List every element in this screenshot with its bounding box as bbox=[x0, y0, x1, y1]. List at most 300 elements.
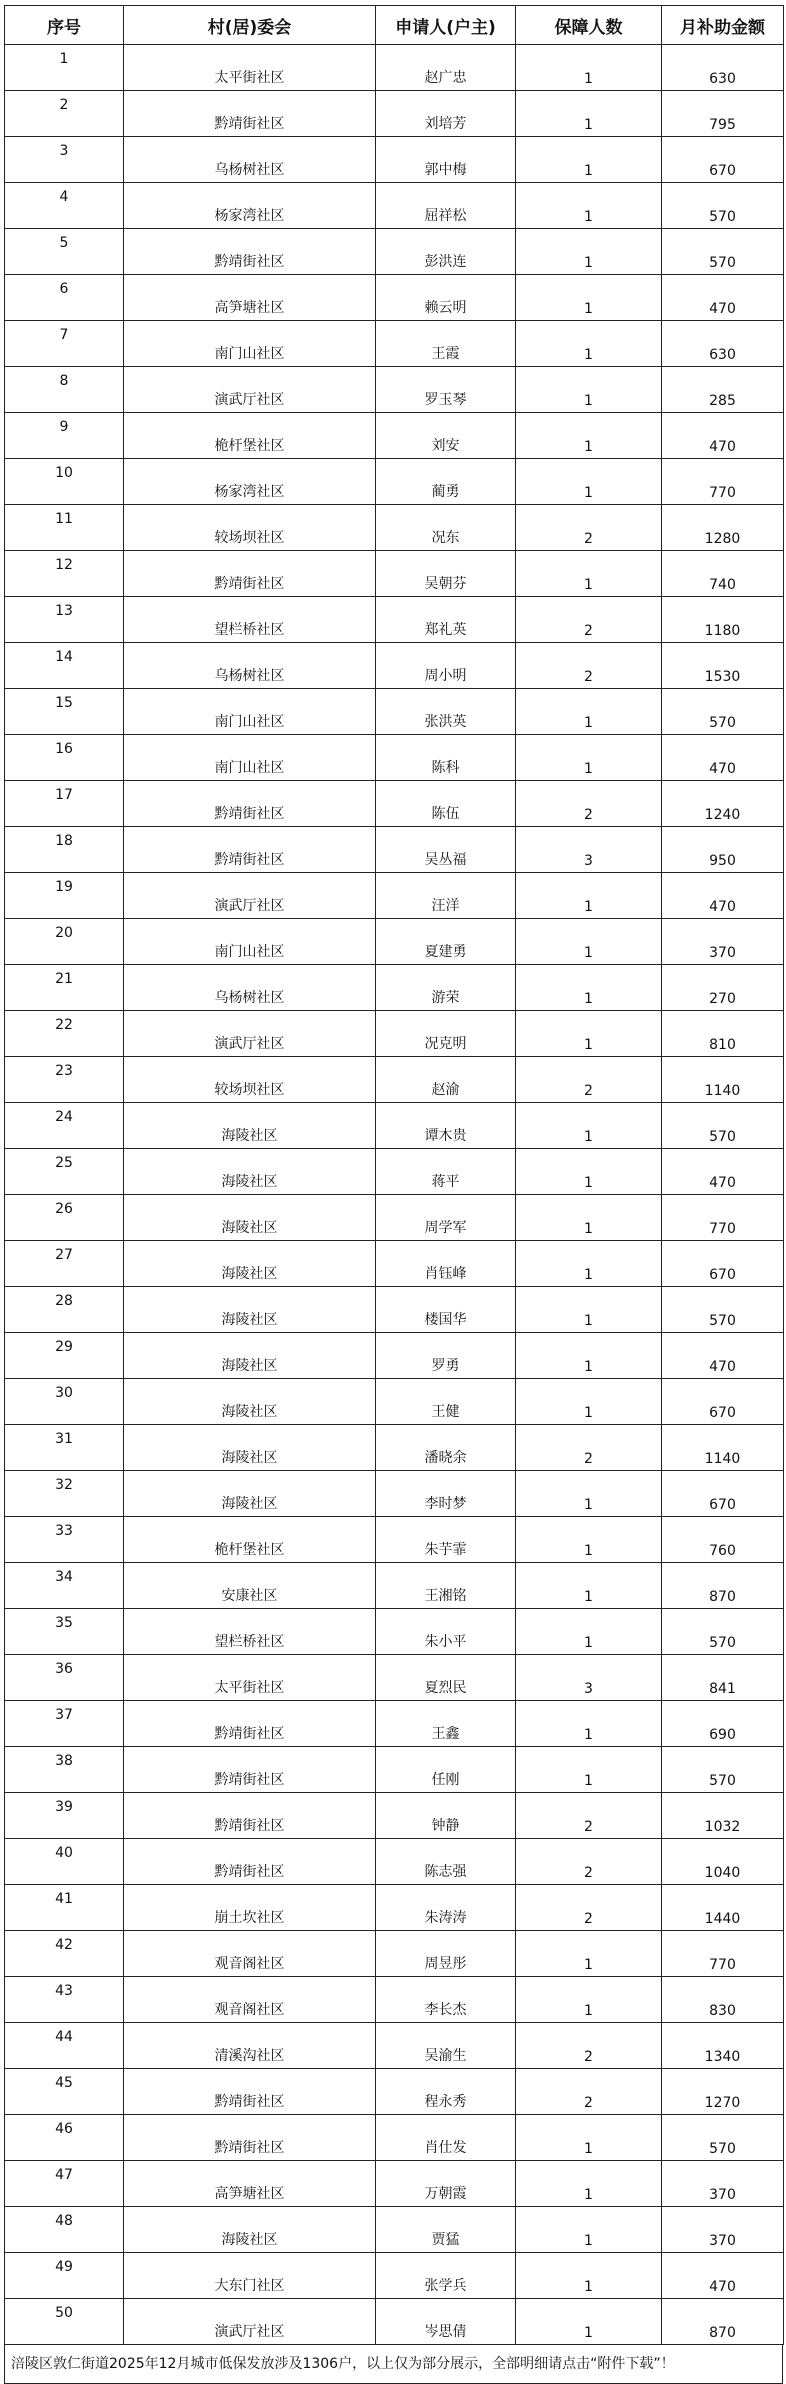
row-applicant: 肖仕发 bbox=[376, 2115, 516, 2161]
table-row bbox=[5, 827, 784, 873]
row-index: 31 bbox=[5, 1425, 124, 1471]
table-row bbox=[5, 873, 784, 919]
footer-note: 涪陵区敦仁街道2025年12月城市低保发放涉及1306户，以上仅为部分展示，全部明细请点击“附件下载”！ bbox=[4, 2345, 783, 2384]
row-index: 18 bbox=[5, 827, 124, 873]
row-index: 45 bbox=[5, 2069, 124, 2115]
row-applicant: 屈祥松 bbox=[376, 183, 516, 229]
table-row bbox=[5, 597, 784, 643]
row-community: 南门山社区 bbox=[124, 919, 376, 965]
row-community: 乌杨树社区 bbox=[124, 965, 376, 1011]
row-monthly-subsidy: 670 bbox=[662, 1471, 784, 1517]
row-covered-persons: 1 bbox=[516, 1195, 662, 1241]
row-applicant: 王湘铭 bbox=[376, 1563, 516, 1609]
row-monthly-subsidy: 570 bbox=[662, 2115, 784, 2161]
row-monthly-subsidy: 270 bbox=[662, 965, 784, 1011]
row-community: 崩土坎社区 bbox=[124, 1885, 376, 1931]
row-community: 海陵社区 bbox=[124, 1287, 376, 1333]
row-applicant: 游荣 bbox=[376, 965, 516, 1011]
row-index: 46 bbox=[5, 2115, 124, 2161]
row-index: 14 bbox=[5, 643, 124, 689]
row-community: 海陵社区 bbox=[124, 1149, 376, 1195]
row-index: 5 bbox=[5, 229, 124, 275]
table-row bbox=[5, 1885, 784, 1931]
row-index: 15 bbox=[5, 689, 124, 735]
row-applicant: 肖钰峰 bbox=[376, 1241, 516, 1287]
row-covered-persons: 1 bbox=[516, 91, 662, 137]
table-row bbox=[5, 45, 784, 91]
row-applicant: 张洪英 bbox=[376, 689, 516, 735]
row-covered-persons: 1 bbox=[516, 321, 662, 367]
row-applicant: 钟静 bbox=[376, 1793, 516, 1839]
row-covered-persons: 1 bbox=[516, 919, 662, 965]
row-covered-persons: 1 bbox=[516, 1287, 662, 1333]
row-community: 太平街社区 bbox=[124, 45, 376, 91]
row-community: 海陵社区 bbox=[124, 1103, 376, 1149]
table-row bbox=[5, 1149, 784, 1195]
row-community: 乌杨树社区 bbox=[124, 643, 376, 689]
row-community: 大东门社区 bbox=[124, 2253, 376, 2299]
row-community: 演武厅社区 bbox=[124, 367, 376, 413]
row-index: 49 bbox=[5, 2253, 124, 2299]
header-applicant: 申请人(户主) bbox=[376, 6, 516, 45]
row-community: 黔靖街社区 bbox=[124, 91, 376, 137]
row-covered-persons: 1 bbox=[516, 45, 662, 91]
row-index: 2 bbox=[5, 91, 124, 137]
row-applicant: 谭木贵 bbox=[376, 1103, 516, 1149]
row-index: 16 bbox=[5, 735, 124, 781]
table-row bbox=[5, 1839, 784, 1885]
row-index: 37 bbox=[5, 1701, 124, 1747]
row-index: 34 bbox=[5, 1563, 124, 1609]
table-row bbox=[5, 1793, 784, 1839]
table-row bbox=[5, 183, 784, 229]
row-applicant: 周小明 bbox=[376, 643, 516, 689]
row-index: 29 bbox=[5, 1333, 124, 1379]
row-covered-persons: 1 bbox=[516, 2207, 662, 2253]
table-row bbox=[5, 1379, 784, 1425]
table-row bbox=[5, 1103, 784, 1149]
row-applicant: 蒋平 bbox=[376, 1149, 516, 1195]
row-monthly-subsidy: 370 bbox=[662, 919, 784, 965]
table-row bbox=[5, 275, 784, 321]
row-covered-persons: 1 bbox=[516, 1977, 662, 2023]
row-monthly-subsidy: 740 bbox=[662, 551, 784, 597]
table-row bbox=[5, 689, 784, 735]
row-covered-persons: 2 bbox=[516, 1839, 662, 1885]
row-applicant: 李长杰 bbox=[376, 1977, 516, 2023]
row-applicant: 赵渝 bbox=[376, 1057, 516, 1103]
row-community: 海陵社区 bbox=[124, 1241, 376, 1287]
row-index: 9 bbox=[5, 413, 124, 459]
row-community: 黔靖街社区 bbox=[124, 551, 376, 597]
header-covered-persons: 保障人数 bbox=[516, 6, 662, 45]
row-monthly-subsidy: 570 bbox=[662, 1103, 784, 1149]
row-monthly-subsidy: 770 bbox=[662, 1195, 784, 1241]
row-monthly-subsidy: 870 bbox=[662, 2299, 784, 2345]
row-community: 海陵社区 bbox=[124, 1471, 376, 1517]
row-monthly-subsidy: 570 bbox=[662, 229, 784, 275]
row-covered-persons: 1 bbox=[516, 1471, 662, 1517]
table-row bbox=[5, 91, 784, 137]
row-community: 演武厅社区 bbox=[124, 873, 376, 919]
row-monthly-subsidy: 1280 bbox=[662, 505, 784, 551]
table-row bbox=[5, 2253, 784, 2299]
row-index: 25 bbox=[5, 1149, 124, 1195]
table-row bbox=[5, 2069, 784, 2115]
row-index: 23 bbox=[5, 1057, 124, 1103]
row-monthly-subsidy: 470 bbox=[662, 413, 784, 459]
row-monthly-subsidy: 570 bbox=[662, 689, 784, 735]
table-row bbox=[5, 1241, 784, 1287]
row-community: 海陵社区 bbox=[124, 1195, 376, 1241]
row-index: 36 bbox=[5, 1655, 124, 1701]
row-covered-persons: 1 bbox=[516, 1517, 662, 1563]
row-applicant: 王霞 bbox=[376, 321, 516, 367]
row-covered-persons: 1 bbox=[516, 229, 662, 275]
subsidy-table-container bbox=[4, 5, 783, 2384]
row-monthly-subsidy: 870 bbox=[662, 1563, 784, 1609]
row-monthly-subsidy: 570 bbox=[662, 1287, 784, 1333]
row-monthly-subsidy: 1180 bbox=[662, 597, 784, 643]
row-covered-persons: 1 bbox=[516, 2161, 662, 2207]
row-monthly-subsidy: 1032 bbox=[662, 1793, 784, 1839]
row-index: 8 bbox=[5, 367, 124, 413]
row-covered-persons: 2 bbox=[516, 781, 662, 827]
table-row bbox=[5, 1977, 784, 2023]
row-community: 较场坝社区 bbox=[124, 505, 376, 551]
table-row bbox=[5, 1517, 784, 1563]
row-monthly-subsidy: 1140 bbox=[662, 1057, 784, 1103]
row-monthly-subsidy: 470 bbox=[662, 275, 784, 321]
row-applicant: 陈志强 bbox=[376, 1839, 516, 1885]
table-row bbox=[5, 459, 784, 505]
row-applicant: 潘晓余 bbox=[376, 1425, 516, 1471]
row-community: 杨家湾社区 bbox=[124, 183, 376, 229]
row-covered-persons: 1 bbox=[516, 1333, 662, 1379]
row-monthly-subsidy: 570 bbox=[662, 1609, 784, 1655]
row-applicant: 郭中梅 bbox=[376, 137, 516, 183]
table-row bbox=[5, 1747, 784, 1793]
row-community: 桅杆堡社区 bbox=[124, 413, 376, 459]
row-covered-persons: 2 bbox=[516, 1885, 662, 1931]
row-monthly-subsidy: 830 bbox=[662, 1977, 784, 2023]
table-row bbox=[5, 2207, 784, 2253]
row-community: 南门山社区 bbox=[124, 321, 376, 367]
row-applicant: 蔺勇 bbox=[376, 459, 516, 505]
row-covered-persons: 1 bbox=[516, 459, 662, 505]
table-row bbox=[5, 413, 784, 459]
table-body bbox=[5, 45, 784, 2345]
row-covered-persons: 1 bbox=[516, 551, 662, 597]
row-applicant: 张学兵 bbox=[376, 2253, 516, 2299]
row-monthly-subsidy: 285 bbox=[662, 367, 784, 413]
table-row bbox=[5, 2023, 784, 2069]
row-community: 高笋塘社区 bbox=[124, 2161, 376, 2207]
row-index: 24 bbox=[5, 1103, 124, 1149]
row-community: 海陵社区 bbox=[124, 2207, 376, 2253]
table-row bbox=[5, 1333, 784, 1379]
row-community: 桅杆堡社区 bbox=[124, 1517, 376, 1563]
row-applicant: 李时梦 bbox=[376, 1471, 516, 1517]
row-applicant: 岑思倩 bbox=[376, 2299, 516, 2345]
row-index: 42 bbox=[5, 1931, 124, 1977]
row-covered-persons: 2 bbox=[516, 1057, 662, 1103]
row-monthly-subsidy: 1530 bbox=[662, 643, 784, 689]
row-community: 黔靖街社区 bbox=[124, 781, 376, 827]
row-applicant: 赵广忠 bbox=[376, 45, 516, 91]
table-row bbox=[5, 1931, 784, 1977]
row-applicant: 楼国华 bbox=[376, 1287, 516, 1333]
row-index: 10 bbox=[5, 459, 124, 505]
row-index: 20 bbox=[5, 919, 124, 965]
row-covered-persons: 2 bbox=[516, 505, 662, 551]
row-applicant: 罗玉琴 bbox=[376, 367, 516, 413]
row-index: 35 bbox=[5, 1609, 124, 1655]
row-applicant: 吴丛福 bbox=[376, 827, 516, 873]
table-row bbox=[5, 229, 784, 275]
row-index: 39 bbox=[5, 1793, 124, 1839]
row-index: 41 bbox=[5, 1885, 124, 1931]
row-index: 28 bbox=[5, 1287, 124, 1333]
row-applicant: 况克明 bbox=[376, 1011, 516, 1057]
row-covered-persons: 1 bbox=[516, 183, 662, 229]
row-applicant: 贾猛 bbox=[376, 2207, 516, 2253]
table-row bbox=[5, 505, 784, 551]
row-monthly-subsidy: 770 bbox=[662, 459, 784, 505]
row-monthly-subsidy: 760 bbox=[662, 1517, 784, 1563]
row-index: 30 bbox=[5, 1379, 124, 1425]
row-applicant: 朱芋霏 bbox=[376, 1517, 516, 1563]
row-community: 黔靖街社区 bbox=[124, 2069, 376, 2115]
row-monthly-subsidy: 670 bbox=[662, 137, 784, 183]
row-applicant: 吴朝芬 bbox=[376, 551, 516, 597]
row-covered-persons: 1 bbox=[516, 413, 662, 459]
row-covered-persons: 1 bbox=[516, 275, 662, 321]
row-applicant: 夏建勇 bbox=[376, 919, 516, 965]
row-covered-persons: 1 bbox=[516, 1609, 662, 1655]
row-covered-persons: 1 bbox=[516, 1379, 662, 1425]
row-applicant: 周学军 bbox=[376, 1195, 516, 1241]
row-community: 海陵社区 bbox=[124, 1379, 376, 1425]
row-applicant: 汪洋 bbox=[376, 873, 516, 919]
row-applicant: 程永秀 bbox=[376, 2069, 516, 2115]
row-covered-persons: 1 bbox=[516, 965, 662, 1011]
row-community: 海陵社区 bbox=[124, 1333, 376, 1379]
row-community: 太平街社区 bbox=[124, 1655, 376, 1701]
table-row bbox=[5, 321, 784, 367]
row-covered-persons: 2 bbox=[516, 2023, 662, 2069]
row-covered-persons: 3 bbox=[516, 827, 662, 873]
row-monthly-subsidy: 1140 bbox=[662, 1425, 784, 1471]
row-monthly-subsidy: 470 bbox=[662, 735, 784, 781]
row-covered-persons: 1 bbox=[516, 735, 662, 781]
row-monthly-subsidy: 630 bbox=[662, 45, 784, 91]
row-covered-persons: 1 bbox=[516, 1149, 662, 1195]
row-community: 黔靖街社区 bbox=[124, 827, 376, 873]
row-community: 黔靖街社区 bbox=[124, 1839, 376, 1885]
row-applicant: 夏烈民 bbox=[376, 1655, 516, 1701]
row-community: 观音阁社区 bbox=[124, 1931, 376, 1977]
row-monthly-subsidy: 570 bbox=[662, 1747, 784, 1793]
row-covered-persons: 1 bbox=[516, 2115, 662, 2161]
row-applicant: 朱小平 bbox=[376, 1609, 516, 1655]
row-index: 47 bbox=[5, 2161, 124, 2207]
table-row bbox=[5, 735, 784, 781]
table-row bbox=[5, 1425, 784, 1471]
row-applicant: 彭洪连 bbox=[376, 229, 516, 275]
row-covered-persons: 1 bbox=[516, 1931, 662, 1977]
row-monthly-subsidy: 570 bbox=[662, 183, 784, 229]
row-covered-persons: 2 bbox=[516, 1425, 662, 1471]
row-index: 19 bbox=[5, 873, 124, 919]
row-monthly-subsidy: 690 bbox=[662, 1701, 784, 1747]
table-row bbox=[5, 2299, 784, 2345]
row-community: 黔靖街社区 bbox=[124, 2115, 376, 2161]
row-index: 4 bbox=[5, 183, 124, 229]
row-applicant: 吴渝生 bbox=[376, 2023, 516, 2069]
table-row bbox=[5, 919, 784, 965]
row-community: 海陵社区 bbox=[124, 1425, 376, 1471]
row-monthly-subsidy: 370 bbox=[662, 2161, 784, 2207]
table-row bbox=[5, 1609, 784, 1655]
row-index: 44 bbox=[5, 2023, 124, 2069]
row-covered-persons: 1 bbox=[516, 367, 662, 413]
row-index: 7 bbox=[5, 321, 124, 367]
row-covered-persons: 1 bbox=[516, 1241, 662, 1287]
row-covered-persons: 1 bbox=[516, 873, 662, 919]
row-monthly-subsidy: 470 bbox=[662, 2253, 784, 2299]
row-covered-persons: 1 bbox=[516, 2299, 662, 2345]
row-covered-persons: 1 bbox=[516, 689, 662, 735]
row-index: 27 bbox=[5, 1241, 124, 1287]
row-applicant: 陈伍 bbox=[376, 781, 516, 827]
row-applicant: 朱涛涛 bbox=[376, 1885, 516, 1931]
row-community: 黔靖街社区 bbox=[124, 1793, 376, 1839]
row-community: 清溪沟社区 bbox=[124, 2023, 376, 2069]
row-applicant: 刘安 bbox=[376, 413, 516, 459]
row-community: 演武厅社区 bbox=[124, 2299, 376, 2345]
row-monthly-subsidy: 670 bbox=[662, 1379, 784, 1425]
row-community: 高笋塘社区 bbox=[124, 275, 376, 321]
row-index: 50 bbox=[5, 2299, 124, 2345]
row-monthly-subsidy: 1040 bbox=[662, 1839, 784, 1885]
row-community: 演武厅社区 bbox=[124, 1011, 376, 1057]
row-monthly-subsidy: 1340 bbox=[662, 2023, 784, 2069]
row-index: 38 bbox=[5, 1747, 124, 1793]
row-applicant: 刘培芳 bbox=[376, 91, 516, 137]
header-community: 村(居)委会 bbox=[124, 6, 376, 45]
row-applicant: 周昱彤 bbox=[376, 1931, 516, 1977]
row-community: 杨家湾社区 bbox=[124, 459, 376, 505]
row-index: 6 bbox=[5, 275, 124, 321]
row-community: 南门山社区 bbox=[124, 735, 376, 781]
row-applicant: 赖云明 bbox=[376, 275, 516, 321]
row-community: 望栏桥社区 bbox=[124, 1609, 376, 1655]
row-monthly-subsidy: 1440 bbox=[662, 1885, 784, 1931]
row-applicant: 王健 bbox=[376, 1379, 516, 1425]
row-monthly-subsidy: 810 bbox=[662, 1011, 784, 1057]
table-row bbox=[5, 1011, 784, 1057]
row-community: 黔靖街社区 bbox=[124, 1701, 376, 1747]
row-community: 南门山社区 bbox=[124, 689, 376, 735]
row-applicant: 陈科 bbox=[376, 735, 516, 781]
row-index: 11 bbox=[5, 505, 124, 551]
table-row bbox=[5, 1655, 784, 1701]
row-monthly-subsidy: 470 bbox=[662, 1333, 784, 1379]
row-covered-persons: 2 bbox=[516, 597, 662, 643]
row-index: 13 bbox=[5, 597, 124, 643]
row-applicant: 况东 bbox=[376, 505, 516, 551]
row-monthly-subsidy: 1270 bbox=[662, 2069, 784, 2115]
row-community: 观音阁社区 bbox=[124, 1977, 376, 2023]
row-covered-persons: 1 bbox=[516, 1103, 662, 1149]
row-index: 33 bbox=[5, 1517, 124, 1563]
table-row bbox=[5, 1287, 784, 1333]
row-covered-persons: 1 bbox=[516, 2253, 662, 2299]
row-monthly-subsidy: 630 bbox=[662, 321, 784, 367]
table-row bbox=[5, 2115, 784, 2161]
table-row bbox=[5, 137, 784, 183]
table-row bbox=[5, 1057, 784, 1103]
row-community: 较场坝社区 bbox=[124, 1057, 376, 1103]
row-index: 1 bbox=[5, 45, 124, 91]
row-covered-persons: 2 bbox=[516, 1793, 662, 1839]
row-monthly-subsidy: 470 bbox=[662, 873, 784, 919]
row-covered-persons: 2 bbox=[516, 2069, 662, 2115]
subsidy-table bbox=[4, 5, 784, 2345]
table-row bbox=[5, 643, 784, 689]
row-monthly-subsidy: 1240 bbox=[662, 781, 784, 827]
row-applicant: 万朝霞 bbox=[376, 2161, 516, 2207]
header-index: 序号 bbox=[5, 6, 124, 45]
row-monthly-subsidy: 770 bbox=[662, 1931, 784, 1977]
row-community: 望栏桥社区 bbox=[124, 597, 376, 643]
row-monthly-subsidy: 370 bbox=[662, 2207, 784, 2253]
row-monthly-subsidy: 795 bbox=[662, 91, 784, 137]
row-community: 黔靖街社区 bbox=[124, 1747, 376, 1793]
table-row bbox=[5, 781, 784, 827]
row-index: 22 bbox=[5, 1011, 124, 1057]
row-covered-persons: 1 bbox=[516, 1701, 662, 1747]
row-monthly-subsidy: 841 bbox=[662, 1655, 784, 1701]
row-covered-persons: 2 bbox=[516, 643, 662, 689]
row-monthly-subsidy: 950 bbox=[662, 827, 784, 873]
row-index: 17 bbox=[5, 781, 124, 827]
row-covered-persons: 1 bbox=[516, 1011, 662, 1057]
row-applicant: 任刚 bbox=[376, 1747, 516, 1793]
row-covered-persons: 3 bbox=[516, 1655, 662, 1701]
table-row bbox=[5, 1471, 784, 1517]
row-applicant: 罗勇 bbox=[376, 1333, 516, 1379]
row-covered-persons: 1 bbox=[516, 137, 662, 183]
row-index: 21 bbox=[5, 965, 124, 1011]
table-header-row bbox=[5, 6, 784, 45]
table-row bbox=[5, 1701, 784, 1747]
row-monthly-subsidy: 470 bbox=[662, 1149, 784, 1195]
row-monthly-subsidy: 670 bbox=[662, 1241, 784, 1287]
row-index: 48 bbox=[5, 2207, 124, 2253]
row-index: 43 bbox=[5, 1977, 124, 2023]
header-monthly-subsidy: 月补助金额 bbox=[662, 6, 784, 45]
row-covered-persons: 1 bbox=[516, 1563, 662, 1609]
row-applicant: 王鑫 bbox=[376, 1701, 516, 1747]
row-index: 12 bbox=[5, 551, 124, 597]
table-row bbox=[5, 965, 784, 1011]
row-community: 安康社区 bbox=[124, 1563, 376, 1609]
table-row bbox=[5, 1195, 784, 1241]
row-community: 乌杨树社区 bbox=[124, 137, 376, 183]
table-row bbox=[5, 1563, 784, 1609]
